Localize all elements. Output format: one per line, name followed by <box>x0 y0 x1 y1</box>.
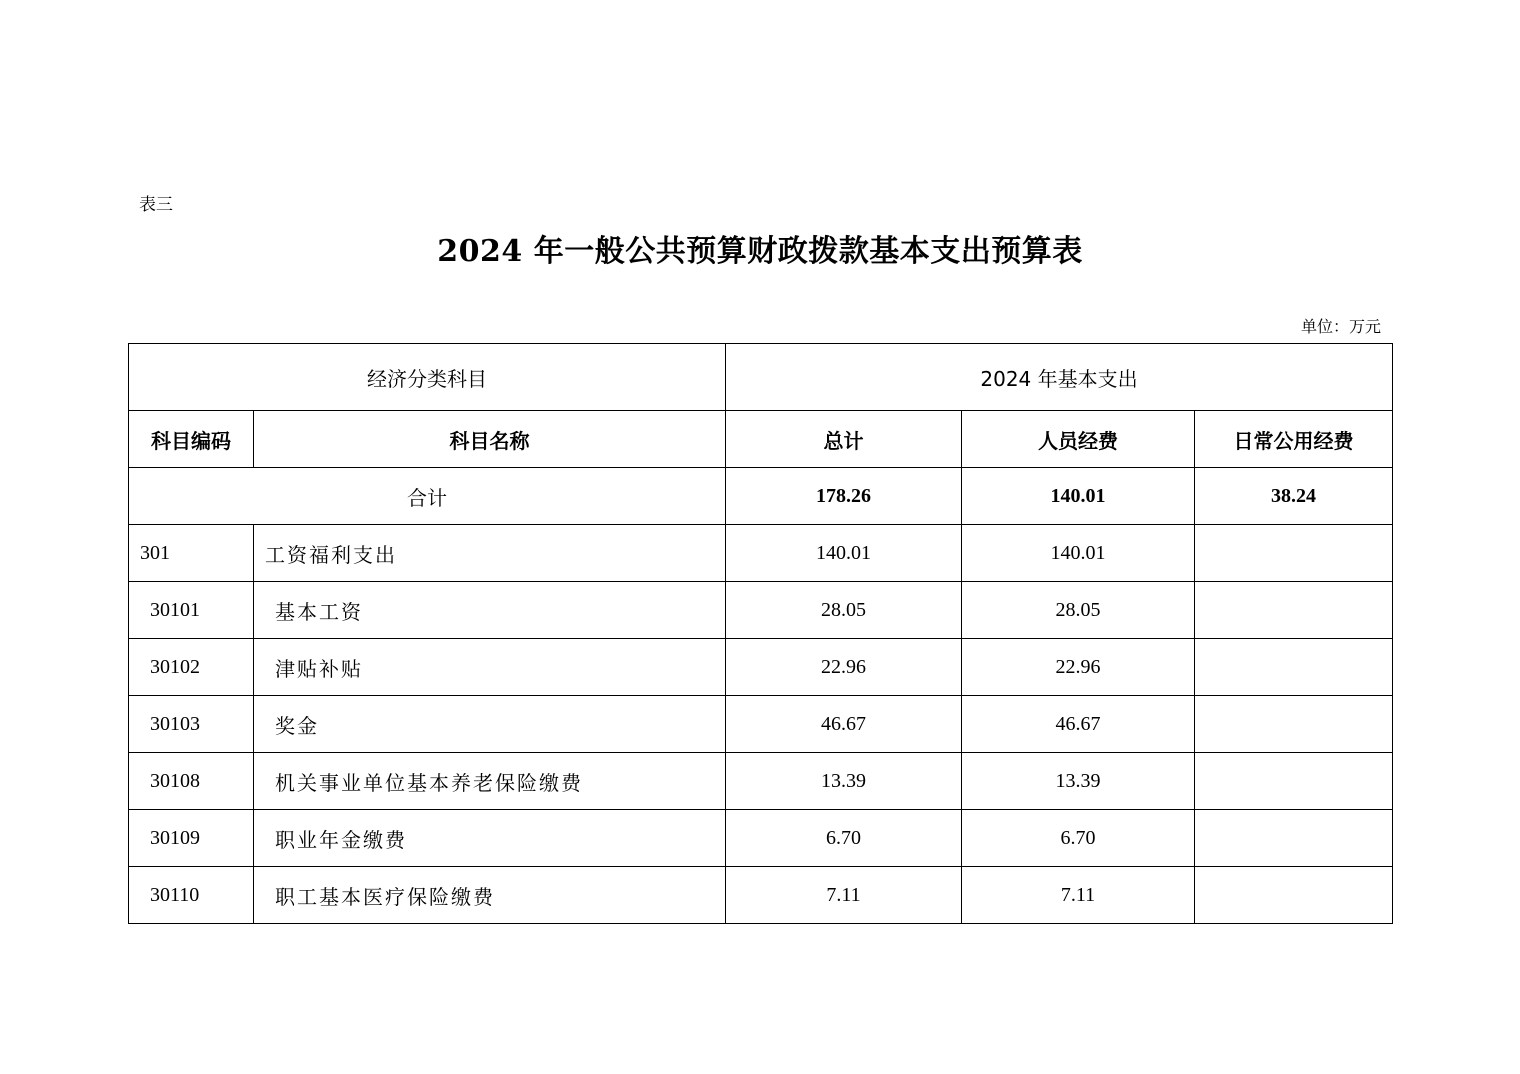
row-total: 28.05 <box>726 582 962 639</box>
total-row <box>129 468 1393 525</box>
row-public <box>1195 867 1393 924</box>
row-personnel: 28.05 <box>962 582 1195 639</box>
row-total: 6.70 <box>726 810 962 867</box>
total-sum: 178.26 <box>726 468 962 525</box>
column-header-name: 科目名称 <box>254 411 726 468</box>
table-row <box>129 525 1393 582</box>
row-total: 13.39 <box>726 753 962 810</box>
page-title: 2024 年一般公共预算财政拨款基本支出预算表 <box>437 234 1083 269</box>
group-header-economic-class: 经济分类科目 <box>129 344 726 411</box>
row-name: 职工基本医疗保险缴费 <box>254 867 726 924</box>
column-header-total: 总计 <box>726 411 962 468</box>
row-personnel: 46.67 <box>962 696 1195 753</box>
row-code: 301 <box>129 525 254 582</box>
table-label: 表三 <box>139 195 173 215</box>
row-personnel: 6.70 <box>962 810 1195 867</box>
row-personnel: 22.96 <box>962 639 1195 696</box>
row-public <box>1195 753 1393 810</box>
table-row <box>129 696 1393 753</box>
table-row <box>129 867 1393 924</box>
row-code: 30102 <box>129 639 254 696</box>
row-public <box>1195 582 1393 639</box>
column-header-code: 科目编码 <box>129 411 254 468</box>
row-code: 30110 <box>129 867 254 924</box>
row-code: 30108 <box>129 753 254 810</box>
row-name: 工资福利支出 <box>254 525 726 582</box>
column-header-public: 日常公用经费 <box>1195 411 1393 468</box>
table-row <box>129 639 1393 696</box>
row-total: 7.11 <box>726 867 962 924</box>
row-public <box>1195 696 1393 753</box>
row-code: 30103 <box>129 696 254 753</box>
row-name: 机关事业单位基本养老保险缴费 <box>254 753 726 810</box>
column-header-personnel: 人员经费 <box>962 411 1195 468</box>
table-row <box>129 810 1393 867</box>
row-personnel: 7.11 <box>962 867 1195 924</box>
row-code: 30109 <box>129 810 254 867</box>
table-row <box>129 582 1393 639</box>
total-personnel: 140.01 <box>962 468 1195 525</box>
row-public <box>1195 639 1393 696</box>
row-total: 46.67 <box>726 696 962 753</box>
group-header-row <box>129 344 1393 411</box>
row-name: 津贴补贴 <box>254 639 726 696</box>
total-label: 合计 <box>129 468 726 525</box>
row-personnel: 13.39 <box>962 753 1195 810</box>
row-public <box>1195 525 1393 582</box>
budget-table <box>128 343 1393 924</box>
row-name: 奖金 <box>254 696 726 753</box>
column-header-row <box>129 411 1393 468</box>
row-name: 职业年金缴费 <box>254 810 726 867</box>
row-code: 30101 <box>129 582 254 639</box>
row-public <box>1195 810 1393 867</box>
row-total: 22.96 <box>726 639 962 696</box>
group-header-basic-expenditure: 2024 年基本支出 <box>726 344 1393 411</box>
unit-label: 单位：万元 <box>1300 317 1381 336</box>
table-row <box>129 753 1393 810</box>
row-name: 基本工资 <box>254 582 726 639</box>
row-personnel: 140.01 <box>962 525 1195 582</box>
row-total: 140.01 <box>726 525 962 582</box>
total-public: 38.24 <box>1195 468 1393 525</box>
